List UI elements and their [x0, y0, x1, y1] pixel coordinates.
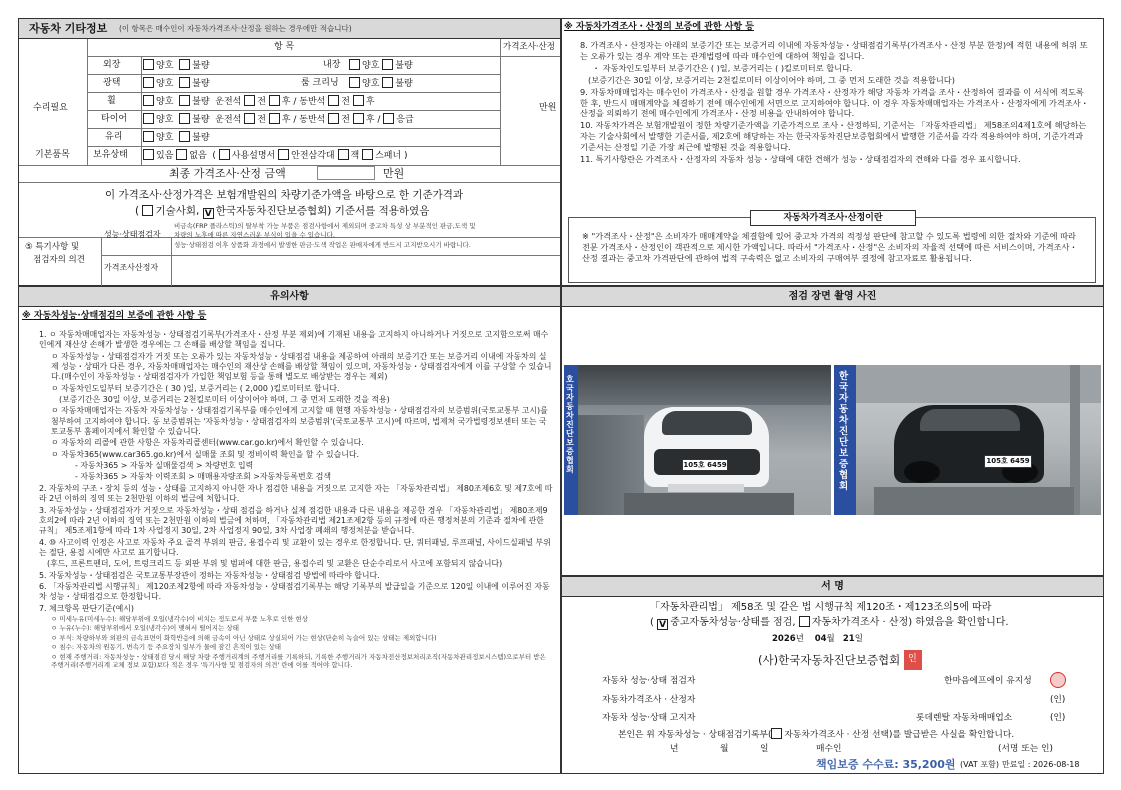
notes-section: [18, 286, 561, 774]
fee-label: 책임보증 수수료: 35,200원: [816, 758, 956, 771]
checkbox[interactable]: [179, 59, 190, 70]
vehicle-other-info-section: [18, 18, 561, 286]
photo-section: [561, 286, 1104, 576]
note-1-3b: (보증기간은 30일 이상, 보증거리는 2천킬로미터 이상이어야 하며, 그 중 먼저 도래한 것을 적용): [59, 395, 390, 405]
checkbox[interactable]: [179, 77, 190, 88]
expiry-date: 만료일 : 2026-08-18: [1002, 760, 1080, 769]
note-4b: (후드, 프론트펜더, 도어, 트렁크리드 등 외판 부위 및 범퍼에 대한 판금, 용접수리 및 교환은 단순수리로서 사고에 포함되지 않습니다): [47, 559, 503, 569]
inspection-photo-front: [564, 365, 831, 515]
col-price-header: 가격조사·산정: [503, 42, 555, 52]
notes-body: [39, 330, 553, 671]
row-label-tire: 타이어: [101, 114, 128, 124]
note-2: 2. 자동차의 구조・장치 등의 성능・상태를 고지하지 아니한 자나 점검한 내용을 거짓으로 고지한 자는 「자동차관리법」 제80조제6호 및 제7호에 따라 2년 이하의 징역 또는 2천만원 이하의 벌금에 처합니다.: [39, 483, 553, 504]
issue-year: 2026: [772, 634, 796, 644]
organization-name: (사)한국자동차진단보증협회: [758, 653, 901, 667]
item-8: 8. 가격조사・산정자는 아래의 보증기간 또는 보증거리 이내에 자동차성능・상태점검기록부(가격조사・산정 부분 한정)에 적힌 내용에 허위 또는 오류가 있는 경우 계약 또는 관계법령에 따라 매수인에 대하여 책임을 집니다.: [580, 40, 1088, 61]
inspector-text-3: 성능·상태점검 이후 상품화 과정에서 발생한 판금·도색 작업은 판매자에게 반드시 고지받으시기 바랍니다.: [174, 241, 471, 249]
basic-items-label: 기본품목: [35, 150, 70, 160]
checkbox[interactable]: [338, 149, 349, 160]
price-guarantee-heading: ※ 자동차가격조사・산정의 보증에 관한 사항 등: [564, 22, 754, 32]
checkbox[interactable]: [179, 131, 190, 142]
note-6: 6. 「자동차관리법 시행규칙」 제120조제2항에 따라 자동차성능・상태점검기록부는 해당 기록부의 발급일을 기준으로 120일 이내에 이루어진 자동차 성능・상태점검으로 한정합니다.: [39, 581, 550, 602]
plate-left-text: 105호 6459: [683, 461, 727, 469]
receipt-day: 일: [760, 744, 769, 754]
checkbox[interactable]: [269, 95, 280, 106]
notes-header: [19, 287, 560, 307]
checkbox[interactable]: [219, 149, 230, 160]
issue-date: 2026년 04월 21일: [772, 634, 863, 644]
notifier-sign-name: 롯데렌탈 자동차매매업소: [916, 713, 1013, 723]
note-7: 7. 체크항목 판단기준(예시): [39, 603, 134, 613]
checkbox[interactable]: [353, 95, 364, 106]
glass-options: 양호 불량: [143, 131, 210, 144]
basis-line-1: 이 가격조사·산정가격은 보험개발원의 차량기준가액을 바탕으로 한 기준가격과: [105, 189, 464, 201]
checkbox[interactable]: [349, 59, 360, 70]
notifier-sign-label: 자동차 성능·상태 고지자: [602, 713, 696, 723]
note-1-4: ㅇ 자동차매매업자는 자동차 자동차성능・상태점검기록부를 매수인에게 고지할 때 현행 자동차성능・상태점검자의 보증범위(국토교통부 고시)를 첨부하여 고지하여야 합니다. 동 보증범위는 '자동차성능・상태점검자의 보증범위'(국토교통부 고시)에 따르며, 법제처 국가법령정보센터 또는 국토교통부 홈페이지에서 확인할 수 있습니다.: [51, 406, 548, 437]
checkbox[interactable]: [244, 113, 255, 124]
law-line-2: ( V 중고자동차성능·상태를 점검, 자동차가격조사 · 산정) 하였음을 확인합니다.: [650, 617, 1009, 630]
row-label-room-clean: 룸 크리닝: [301, 78, 339, 88]
checkbox[interactable]: [143, 131, 154, 142]
opinion-label-2: 점검자의 의견: [33, 255, 85, 265]
plate-right-text: 105호 6459: [986, 457, 1030, 465]
item-11: 11. 특기사항란은 가격조사・산정자의 자동차 성능・상태에 대한 견해가 성능・상태점검자의 견해와 다를 경우 표시합니다.: [580, 154, 1021, 165]
checkbox[interactable]: [328, 113, 339, 124]
criteria-2: ㅇ 누유(누수): 해당부위에서 오일(냉각수)이 맺혀서 떨어지는 상태: [51, 624, 239, 633]
inspector-text-2: 차량의 노후에 따른 자연스러운 부식이 있을 수 있습니다.: [174, 231, 335, 239]
checkbox[interactable]: [179, 95, 190, 106]
issue-day: 21: [842, 634, 855, 644]
definition-title-box: [750, 210, 916, 226]
checkbox[interactable]: [143, 77, 154, 88]
checkbox[interactable]: [143, 113, 154, 124]
note-7-criteria: [39, 615, 553, 670]
criteria-3: ㅇ 부식: 차량하부와 외판의 금속표면이 화학반응에 의해 금속이 아닌 상태로 상실되어 가는 현상(단순히 녹슬어 있는 상태는 제외합니다): [51, 633, 437, 642]
definition-title: 자동차가격조사·산정이란: [783, 213, 883, 223]
row-label-wheel: 휠: [107, 96, 116, 106]
inspector-sign-name: 한마음에프에이 유지성: [944, 676, 1032, 686]
price-unit: 만원: [539, 103, 557, 113]
exterior-options: 양호 불량: [143, 59, 210, 72]
checkbox[interactable]: [362, 149, 373, 160]
appraiser-label: 가격조사산정자: [104, 263, 159, 272]
tire-options: 양호 불량 운전석 전 후 / 동반석 전 후 / 응급: [143, 113, 414, 126]
checkbox[interactable]: [328, 95, 339, 106]
checkbox[interactable]: [176, 149, 187, 160]
signature-section: [561, 576, 1104, 774]
final-amount-unit: 만원: [383, 167, 405, 180]
note-1-5: ㅇ 자동차의 리콜에 관한 사항은 자동차리콜센터(www.car.go.kr)에서 확인할 수 있습니다.: [51, 438, 364, 448]
note-4: 4. ⑩ 사고이력 인정은 사고로 자동차 주요 골격 부위의 판금, 용접수리 및 교환이 있는 경우로 한정합니다. 단, 쿼터패널, 루프패널, 사이드실패널 부위는 절단, 용접 시에만 사고로 표기합니다.: [39, 537, 551, 557]
section-title-text: 자동차 기타정보: [29, 22, 108, 35]
checkbox[interactable]: [143, 149, 154, 160]
checkbox[interactable]: [382, 77, 393, 88]
group-repair-label: 수리필요: [33, 103, 68, 113]
notes-heading: ※ 자동차성능·상태점검의 보증에 관한 사항 등: [22, 311, 207, 321]
checkbox-price-appraisal[interactable]: [799, 616, 810, 627]
item-10: 10. 자동차가격은 보험개발원이 정한 차량기준가액을 기준가격으로 조사・산정하되, 기준서는 「자동차관리법」 제58조의4제1호에 해당하는 자는 기술사회에서 발행한 기준서를, 제2호에 해당하는 자는 한국자동차진단보증협회에서 발행한 기준서를 각각 적용하여야 하며, 기준가격과 기준서는 산정일 기준 가장 최근에 발행된 것을 적용합니다.: [580, 120, 1087, 153]
inspector-text-1: 비금속(FRP 플라스틱)의 탈부착 가능 부품은 점검사항에서 제외되며 중고차 특성 상 부분적인 판금,도색 및: [174, 222, 476, 230]
item-8c: (보증기간은 30일 이상, 보증거리는 2천킬로미터 이상이어야 하며, 그 중 먼저 도래한 것을 적용합니다): [588, 74, 955, 85]
item-9: 9. 자동차매매업자는 매수인이 가격조사・산정을 원할 경우 가격조사・산정자가 해당 자동차 가격을 조사・산정하여 결과를 이 서식에 적도록 한 후, 반드시 매매계약을 체결하기 전에 매수인에게 서면으로 고지하여야 합니다. 이 경우 자동차매매업자는 가격조사・산정자에게 가격조사・산정을 의뢰하기 전에 매수인에게 가격조사・산정 비용을 안내하여야 합니다.: [580, 86, 1089, 119]
inspector-stamp: [1050, 672, 1066, 688]
fee-vat: (VAT 포함): [960, 760, 999, 769]
basic-items-options: 있음 없음 ( 사용설명서 안전삼각대 잭 스패너 ): [143, 149, 408, 162]
checkbox[interactable]: [382, 59, 393, 70]
price-guarantee-body: [580, 40, 1092, 166]
photo-header: [562, 287, 1103, 307]
checkbox[interactable]: [269, 113, 280, 124]
interior-options: 양호 불량: [349, 59, 413, 72]
notifier-seal: (인): [1050, 713, 1066, 723]
buyer-sign: (서명 또는 인): [998, 744, 1053, 754]
receipt-year: 년: [670, 744, 679, 754]
col-item-header: 항 목: [274, 42, 295, 52]
note-3: 3. 자동차성능・상태점검자가 거짓으로 자동차성능・상태 점검을 하거나 실제 점검한 내용과 다른 내용을 제공한 경우 「자동차관리법」 제80조제9호의2에 따라 2년 이하의 징역 또는 2천만원 이하의 벌금에 처하며, 「자동차관리법 제21조제2항 등의 규정에 따른 행정처분의 기준과 절차에 관한 규칙」 제5조제1항에 따라 1차 사업정지 30일, 2차 사업정지 90일, 3차 사업장 폐쇄의 행정처분을 받습니다.: [39, 505, 548, 536]
opinion-label-1: ⑤ 특기사항 및: [25, 242, 80, 252]
checkbox-technician[interactable]: [142, 205, 153, 216]
banner-left-text: 호국자동차진단보증협회: [566, 375, 574, 474]
checkbox-performance-checked[interactable]: V: [657, 619, 668, 630]
photo-header-text: 점검 장면 촬영 사진: [788, 291, 877, 302]
basic-status-label: 보유상태: [93, 150, 128, 160]
wheel-options: 양호 불량 운전석 전 후 / 동반석 전 후: [143, 95, 375, 108]
inspector-label: 성능·상태점검자: [104, 230, 161, 239]
inspection-photo-side: [834, 365, 1101, 515]
plate-left: [682, 459, 728, 471]
definition-text: ※ "가격조사・산정"은 소비자가 매매계약을 체결함에 있어 중고차 가격의 적정성 판단에 참고할 수 있도록 법령에 의한 절차와 기준에 따라 전문 가격조사・산정인이 객관적으로 제시한 가액입니다. 따라서 "가격조사・산정"은 소비자의 자율적 선택에 따른 서비스이며, 가격조사・산정 결과는 중고차 가격판단에 관하여 법적 구속력은 없고 소비자의 구매여부 결정에 참고자료로 활용됩니다.: [582, 231, 1078, 263]
row-label-exterior: 외장: [103, 60, 121, 70]
signature-header: [562, 577, 1103, 597]
final-amount-input[interactable]: [317, 166, 375, 180]
banner-right-text: 한국자동차진단보증협회: [839, 371, 849, 492]
final-amount-label: 최종 가격조사·산정 금액: [169, 167, 286, 180]
note-1-2: ㅇ 자동차성능・상태점검자가 거짓 또는 오류가 있는 자동차성능・상태점검 내용을 제공하여 아래의 보증기간 또는 보증거리 이내에 자동차의 실제 성능・상태가 다른 경우, 자동차매매업자는 매수인의 재산상 손해를 배상할 책임이 있으며, 자동차성능・상태점검자에게 이를 구상할 수 있습니다.(매수인이 자동차성능・상태점검자가 가입한 책임보험 등을 통해 별도로 배상받는 경우는 제외): [51, 351, 552, 382]
note-1-6a: - 자동차365 > 자동차 실매물검색 > 차량번호 입력: [75, 461, 254, 471]
basis-line-2: ( 기술사회, V 한국자동차진단보증협회) 기준서를 적용하였음: [135, 205, 430, 219]
checkbox[interactable]: [349, 77, 360, 88]
note-1-6b: - 자동차365 > 자동차 이력조회 > 매매용자량조회 >자동차등록번호 검색: [75, 472, 331, 482]
checkbox-receipt-price[interactable]: [771, 728, 782, 739]
checkbox[interactable]: [179, 113, 190, 124]
checkbox[interactable]: [383, 113, 394, 124]
signature-header-text: 서 명: [821, 581, 844, 592]
issue-month: 04: [814, 634, 827, 644]
polish-options: 양호 불량: [143, 77, 210, 90]
checkbox-association-checked[interactable]: V: [203, 208, 214, 219]
note-1-3: ㅇ 자동차인도일부터 보증기간은 ( 30 )일, 보증거리는 ( 2,000 )킬로미터로 합니다.: [51, 383, 340, 393]
receipt-month: 월: [720, 744, 729, 754]
price-guarantee-section: [561, 18, 1104, 286]
criteria-4: ㅇ 침수: 자동차의 원동기, 변속기 등 주요장치 일부가 물에 잠긴 흔적이 있는 상태: [51, 643, 281, 652]
criteria-5: ㅇ 현재 주행거리: 자동차성능・상태점검 당시 해당 차량 주행거리계의 주행거리를 기록하되, 기록한 주행거리가 자동차전산정보처리조직(자동차관리정보시스템)으로부터 받은 주행거리(주행거리계 교체 정보 포함)보다 적은 경우 '특기사항 및 점검자의 의견' 란에 이를 적어야 합니다.: [51, 652, 546, 670]
appraiser-seal: (인): [1050, 695, 1066, 705]
row-label-polish: 광택: [103, 78, 121, 88]
room-clean-options: 양호 불량: [349, 77, 413, 90]
notes-header-text: 유의사항: [270, 291, 309, 302]
item-8b: ・ 자동차인도일부터 보증기간은 ( )일, 보증거리는 ( )킬로미터로 합니다.: [592, 62, 853, 73]
note-1-6: ㅇ 자동차365(www.car365.go.kr)에서 실매물 조회 및 정비이력 확인을 할 수 있습니다.: [51, 449, 360, 459]
checkbox[interactable]: [143, 95, 154, 106]
checkbox[interactable]: [244, 95, 255, 106]
law-line-1: 「자동차관리법」 제58조 및 같은 법 시행규칙 제120조・제123조의5에 따라: [650, 602, 992, 613]
checkbox[interactable]: [278, 149, 289, 160]
criteria-1: ㅇ 미세누유(미세누수): 해당부위에 오일(냉각수)이 비치는 정도로서 부품 노후로 인한 현상: [51, 614, 308, 623]
plate-right: [984, 455, 1032, 468]
buyer-label: 매수인: [816, 744, 842, 754]
association-seal-text: 인: [908, 654, 917, 664]
receipt-line: 본인은 위 자동차성능 · 상태점검기록부( 자동차가격조사 · 산정 선택)를 발급받은 사실을 확인합니다.: [618, 730, 1015, 740]
row-label-interior: 내장: [323, 60, 341, 70]
inspector-sign-label: 자동차 성능·상태 점검자: [602, 676, 696, 686]
note-1: 1. ㅇ 자동차매매업자는 자동차성능・상태점검기록부(가격조사・산정 부분 제외)에 기재된 내용을 고지하지 아니하거나 거짓으로 고지함으로써 매수인에게 재산상 손해가 발생한 경우에는 그 손해를 배상할 책임을 집니다.: [39, 330, 549, 350]
note-5: 5. 자동차성능・상태점검은 국토교통부장관이 정하는 자동차성능・상태점검 방법에 따라야 합니다.: [39, 570, 380, 580]
appraiser-sign-label: 자동차가격조사 · 산정자: [602, 695, 696, 705]
section-note: (이 항목은 매수인이 자동차가격조사·산정을 원하는 경우에만 적습니다): [119, 24, 352, 33]
row-label-glass: 유리: [105, 132, 123, 142]
checkbox[interactable]: [353, 113, 364, 124]
checkbox[interactable]: [143, 59, 154, 70]
